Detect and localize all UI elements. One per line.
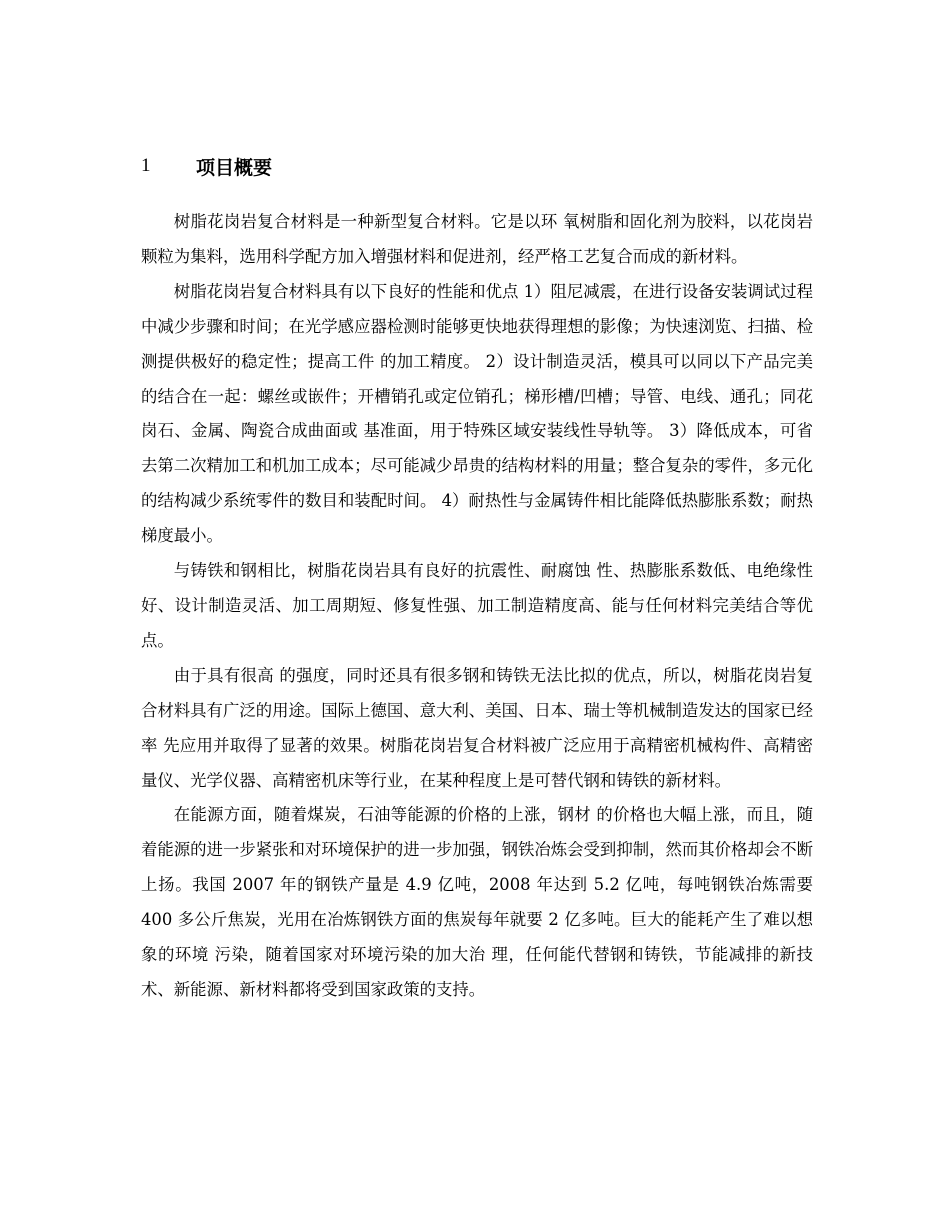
section-heading xyxy=(141,151,272,181)
paragraph-comparison: 与铸铁和钢相比，树脂花岗岩具有良好的抗震性、耐腐蚀 性、热膨胀系数低、电绝缘性好、设计制造灵活、加工周期短、修复性强、加工制造精度高、能与任何材料完美结合等优点。 xyxy=(141,561,813,650)
paragraph-intro: 树脂花岗岩复合材料是一种新型复合材料。它是以环 氧树脂和固化剂为胶料，以花岗岩颗粒为集料，选用科学配方加入增强材料和促进剂，经严格工艺复合而成的新材料。 xyxy=(141,212,813,266)
paragraph-properties: 树脂花岗岩复合材料具有以下良好的性能和优点 1）阻尼减震，在进行设备安装调试过程中减少步骤和时间；在光学感应器检测时能够更快地获得理想的影像；为快速浏览、扫描、检测提供极好的稳定性；提高工件 的加工精度。 2）设计制造灵活，模具可以同以下产品完美的结合在一起：螺丝或嵌件；开槽销孔或定位销孔；梯形槽/凹槽；导管、电线、通孔；同花岗石、金属、陶瓷合成曲面或 基准面，用于特殊区域安装线性导轨等。 3）降低成本，可省去第二次精加工和机加工成本；尽可能减少昂贵的结构材料的用量；整合复杂的零件，多元化的结构减少系统零件的数目和装配时间。 4）耐热性与金属铸件相比能降低热膨胀系数；耐热梯度最小。 xyxy=(141,281,814,546)
paragraph-energy: 在能源方面，随着煤炭，石油等能源的价格的上涨，钢材 的价格也大幅上涨，而且，随着能源的进一步紧张和对环境保护的进一步加强，钢铁冶炼会受到抑制，然而其价格却会不断上扬。我国 2007 年的钢铁产量是 4.9 亿吨，2008 年达到 5.2 亿吨，每吨钢铁冶炼需要 400 多公斤焦炭，光用在冶炼钢铁方面的焦炭每年就要 2 亿多吨。巨大的能耗产生了难以想象的环境 污染，随着国家对环境污染的加大治 理，任何能代替钢和铸铁，节能减排的新技术、新能源、新材料都将受到国家政策的支持。 xyxy=(141,805,814,999)
body-text xyxy=(141,205,813,1008)
section-title: 项目概要 xyxy=(196,156,273,179)
section-number: 1 xyxy=(141,155,151,176)
paragraph-applications: 由于具有很高 的强度，同时还具有很多钢和铸铁无法比拟的优点，所以，树脂花岗岩复合材料具有广泛的用途。国际上德国、意大利、美国、日本、瑞士等机械制造发达的国家已经率 先应用并取得了显著的效果。树脂花岗岩复合材料被广泛应用于高精密机械构件、高精密量仪、光学仪器、高精密机床等行业，在某种程度上是可替代钢和铸铁的新材料。 xyxy=(141,665,814,790)
